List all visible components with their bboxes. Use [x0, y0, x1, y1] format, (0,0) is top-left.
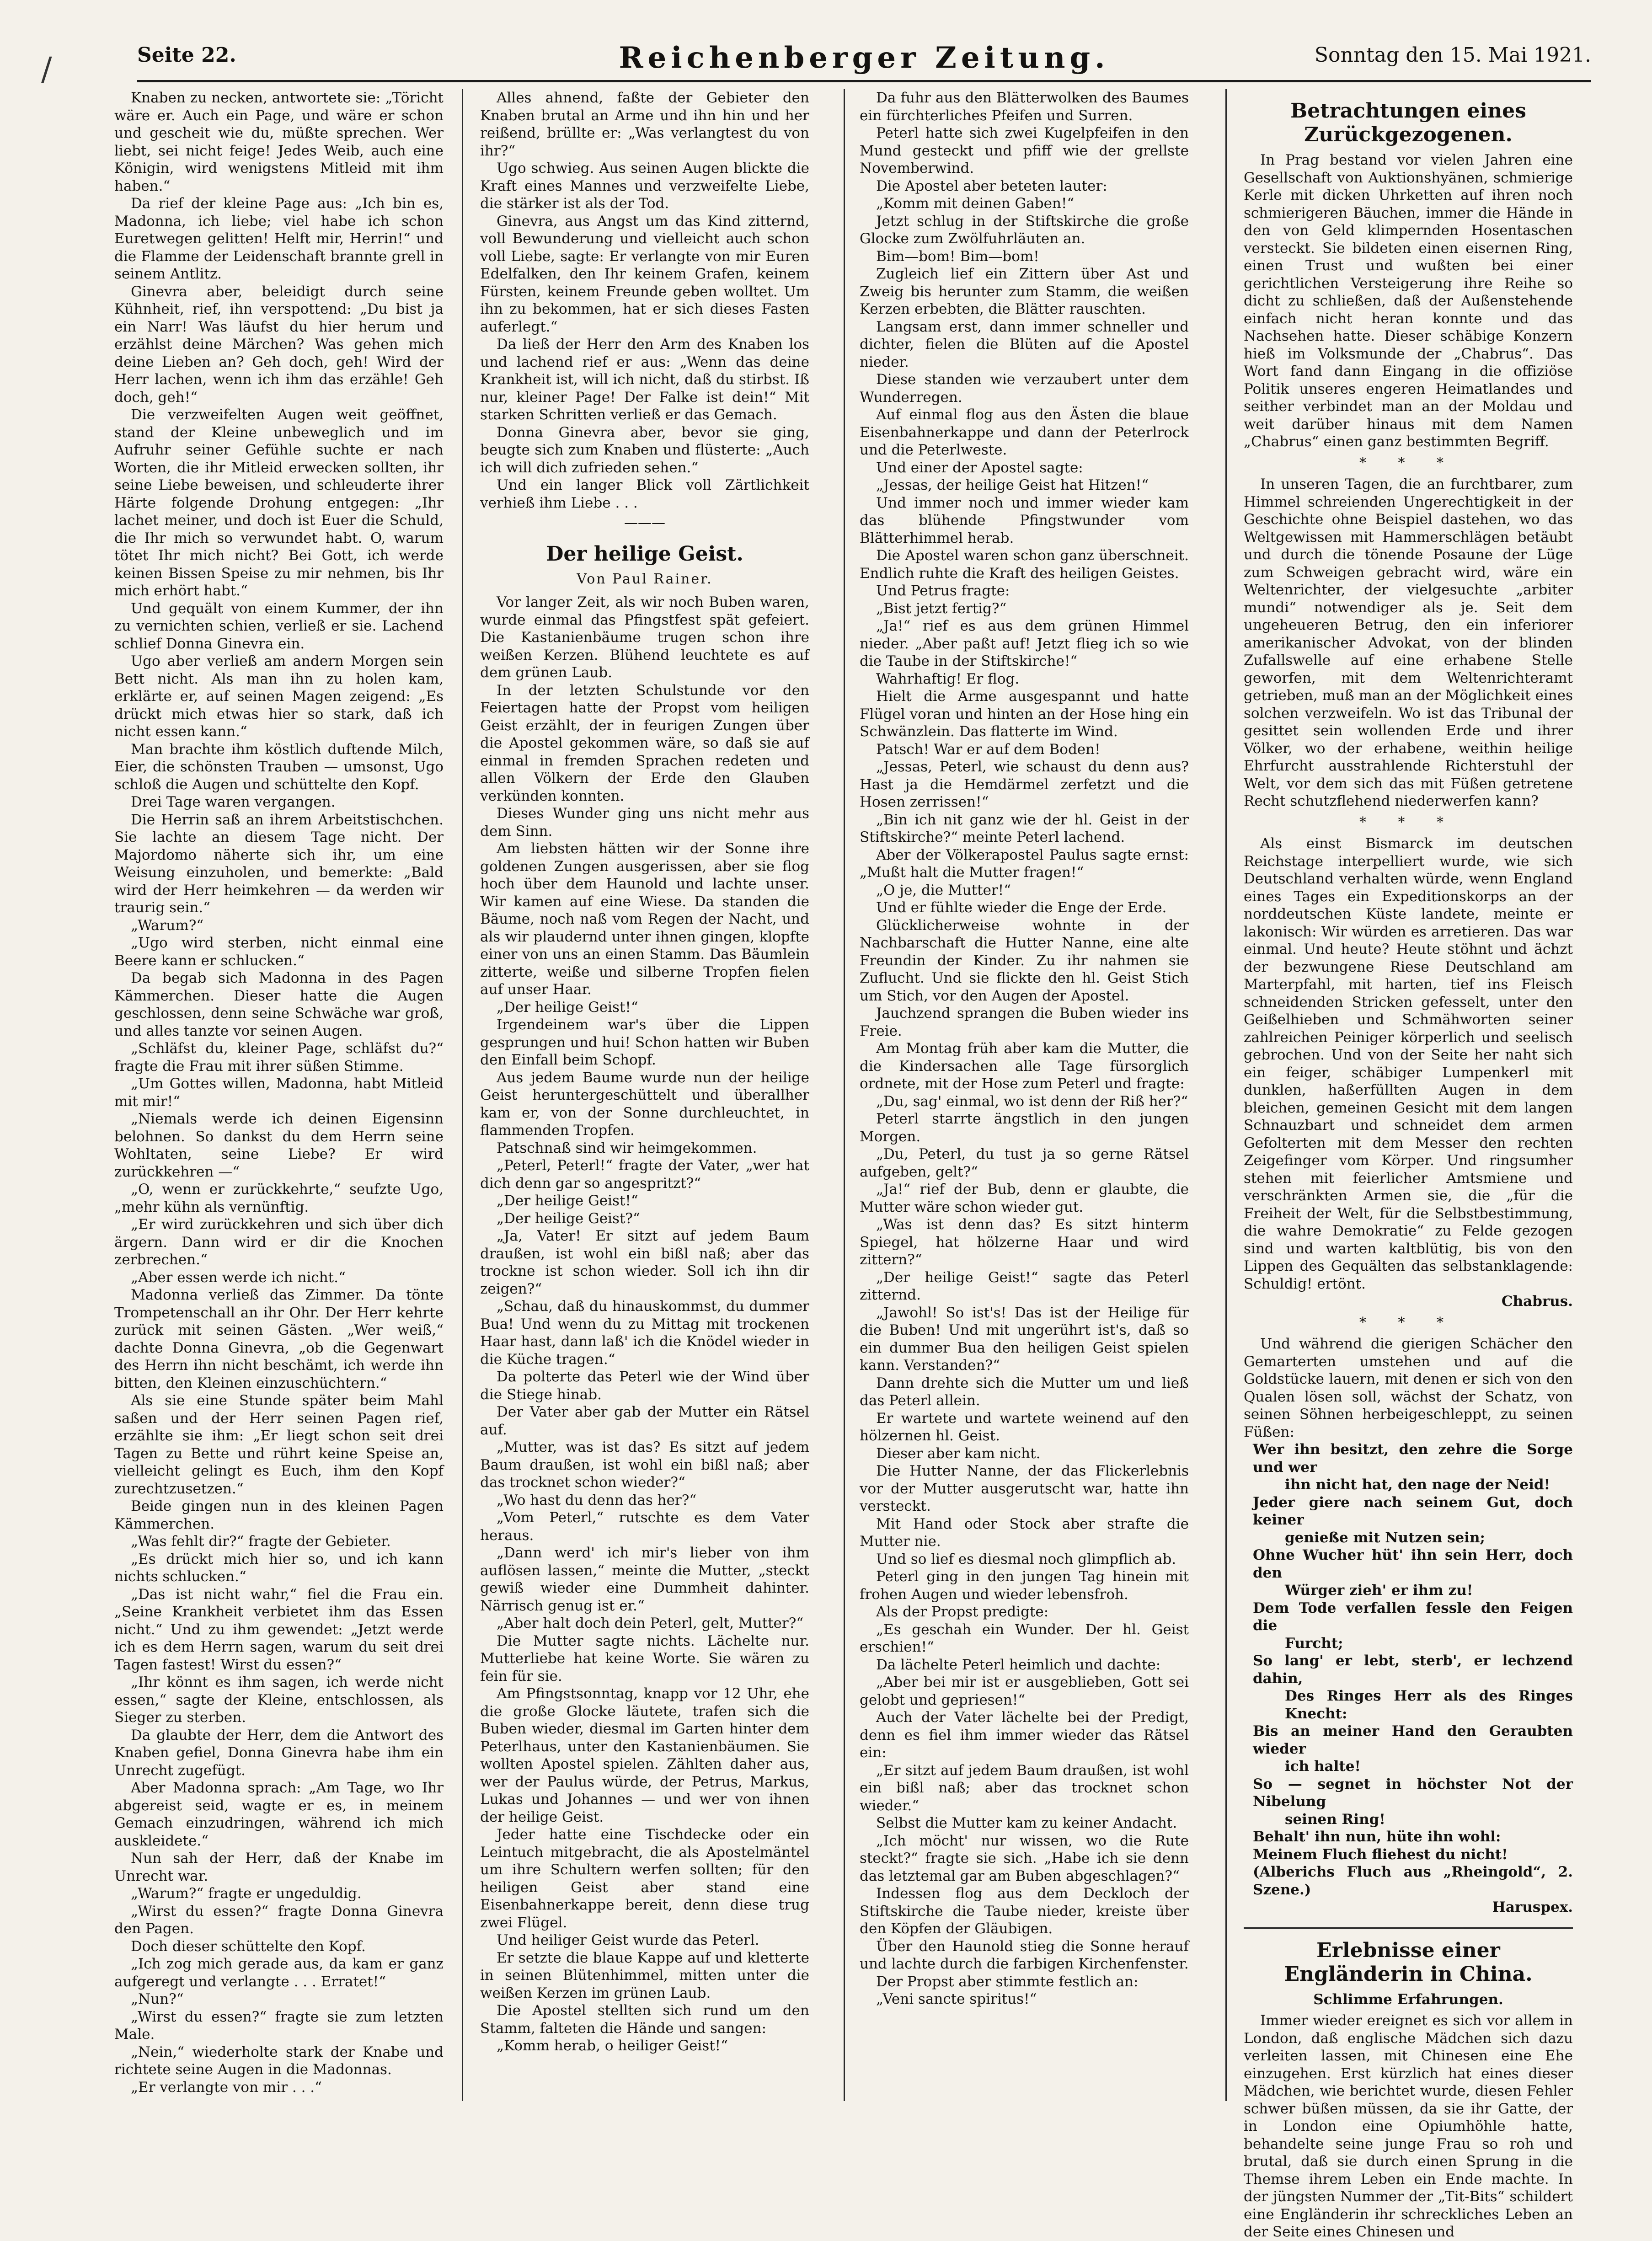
paragraph: Und so lief es diesmal noch glimpflich ab.: [876, 1551, 1176, 1567]
paragraph: Aber der Völkerapostel Paulus sagte ernst: „Mußt halt die Mutter fragen!“: [860, 846, 1189, 881]
paragraph: „Aber halt doch dein Peterl, gelt, Mutter?“: [497, 1615, 804, 1631]
paragraph: „Ich zog mich gerade aus, da kam er ganz aufgeregt und verlangte . . . Erratet!“: [114, 1956, 444, 1990]
paragraph: Alles ahnend, faßte der Gebieter den Knaben brutal an Arme und ihn hin und her reißend, brüllte er: „Was verlangtest du von ihr?“: [480, 90, 809, 159]
paragraph: Auf einmal flog aus den Ästen die blaue Eisenbahnerkappe und dann der Peterlrock und die Peterlweste.: [860, 406, 1189, 458]
verse-line: (Alberichs Fluch aus „Rheingold“, 2. Szene.): [1253, 1864, 1573, 1898]
column-rule: [462, 89, 463, 2101]
paragraph: „Wo hast du denn das her?“: [497, 1492, 697, 1508]
paragraph: Die Apostel aber beteten lauter:: [876, 177, 1107, 194]
paragraph: „Komm mit deinen Gaben!“: [876, 195, 1075, 212]
paragraph: Auch der Vater lächelte bei der Predigt, denn es fiel ihm immer wieder das Rätsel ein:: [860, 1709, 1189, 1761]
paragraph: „Ugo wird sterben, nicht einmal eine Beere kann er schlucken.“: [114, 935, 444, 969]
paragraph: „Der heilige Geist!“: [497, 1193, 638, 1209]
paragraph: Dieser aber kam nicht.: [876, 1445, 1041, 1462]
paragraph: Als der Propst predigte:: [876, 1604, 1049, 1620]
paragraph: Zugleich lief ein Zittern über Ast und Zweig bis herunter zum Stamm, die weißen Kerzen erbebten, die Blätter rauschten.: [860, 266, 1189, 317]
column-2: [480, 89, 809, 2101]
column-4: [1244, 89, 1573, 2240]
paragraph: Da polterte das Peterl wie der Wind über die Stiege hinab.: [480, 1369, 809, 1403]
verse-line: Ohne Wucher hüt' ihn sein Herr, doch den: [1253, 1547, 1573, 1581]
paragraph: „Der heilige Geist!“ sagte das Peterl zitternd.: [860, 1269, 1189, 1303]
paragraph: „Ihr könnt es ihm sagen, ich werde nicht essen,“ sagte der Kleine, entschlossen, als Sieger zu sterben.: [114, 1674, 444, 1726]
paragraph: Aus jedem Baume wurde nun der heilige Geist heruntergeschüttelt und überallher kam er, von der Sonne durchleuchtet, in flammenden Tropfen.: [480, 1069, 809, 1139]
paragraph: „Mutter, was ist das? Es sitzt auf jedem Baum draußen, ist wohl ein bißl naß; aber das trocknet schon wieder?“: [480, 1439, 809, 1491]
paragraph: „Was fehlt dir?“ fragte der Gebieter.: [131, 1533, 391, 1550]
paragraph: Aber Madonna sprach: „Am Tage, wo Ihr abgereist seid, wagte er es, in meinem Gemach einzudringen, während ich mich auskleidete.“: [114, 1780, 444, 1849]
separator-stars: * * *: [1359, 814, 1458, 830]
paragraph: Selbst die Mutter kam zu keiner Andacht.: [876, 1815, 1177, 1831]
paragraph: Die Mutter sagte nichts. Lächelte nur. Mutterliebe hat keine Worte. Sie wären zu fein für sie.: [480, 1632, 809, 1685]
story-title: Der heilige Geist.: [546, 542, 743, 566]
verse-line: So — segnet in höchster Not der Nibelung: [1253, 1776, 1573, 1810]
divider: [1244, 1927, 1573, 1929]
paragraph: Und ein langer Blick voll Zärtlichkeit verhieß ihm Liebe . . .: [480, 477, 809, 511]
paragraph: Drei Tage waren vergangen.: [131, 794, 336, 810]
verse-line: Bis an meiner Hand den Geraubten wieder: [1253, 1723, 1573, 1757]
paragraph: „O, wenn er zurückkehrte,“ seufzte Ugo, „mehr kühn als vernünftig.: [114, 1181, 444, 1215]
verse-line: ich halte!: [1285, 1758, 1361, 1775]
paragraph: Peterl starrte ängstlich in den jungen Morgen.: [860, 1111, 1189, 1145]
verse-line: Meinem Fluch fliehest du nicht!: [1253, 1846, 1508, 1863]
paragraph: „Bist jetzt fertig?“: [876, 600, 1007, 617]
paragraph: Doch dieser schüttelte den Kopf.: [131, 1938, 366, 1955]
paragraph: Indessen flog aus dem Deckloch der Stiftskirche die Taube nieder, kreiste über den Köpfen der Gläubigen.: [860, 1885, 1189, 1937]
paragraph: Der Vater aber gab der Mutter ein Rätsel auf.: [480, 1404, 809, 1438]
paragraph: „Niemals werde ich deinen Eigensinn belohnen. So dankst du dem Herrn seine Wohltaten, seine Liebe? Er wird zurückkehren —“: [114, 1111, 444, 1180]
paragraph: „Ja!“ rief es aus dem grünen Himmel nieder. „Aber paßt auf! Jetzt flieg ich so wie die Taube in der Stiftskirche!“: [860, 618, 1189, 669]
paragraph: „Peterl, Peterl!“ fragte der Vater, „wer hat dich denn gar so angespritzt?“: [480, 1157, 809, 1192]
paragraph: „Dann werd' ich mir's lieber von ihm auflösen lassen,“ meinte die Mutter, „steckt gewiß wieder eine Dummheit dahinter. Närrisch genug ist er.“: [480, 1545, 809, 1614]
paragraph: Und heiliger Geist wurde das Peterl.: [497, 1932, 759, 1948]
paragraph: Und Petrus fragte:: [876, 583, 1010, 599]
paragraph: „Warum?“ fragte er ungeduldig.: [131, 1885, 362, 1902]
paragraph: „Jawohl! So ist's! Das ist der Heilige für die Buben! Und mit ungerührt ist's, daß so ein dummer Bua den heiligen Geist spielen kann. Verstanden?“: [860, 1304, 1189, 1374]
paragraph: Dieses Wunder ging uns nicht mehr aus dem Sinn.: [480, 805, 809, 840]
paragraph: „Um Gottes willen, Madonna, habt Mitleid mit mir!“: [114, 1075, 444, 1110]
paragraph: „Vom Peterl,“ rutschte es dem Vater heraus.: [480, 1509, 809, 1544]
section-title: Betrachtungen eines Zurückgezogenen.: [1290, 99, 1526, 146]
paragraph: „Er sitzt auf jedem Baum draußen, ist wohl ein bißl naß; aber das trocknet schon wieder.“: [860, 1762, 1189, 1814]
paragraph: Hielt die Arme ausgespannt und hatte Flügel voran und hinten an der Hose hing ein Schwänzlein. Das flatterte im Wind.: [860, 688, 1189, 740]
paragraph: „Ich möcht' nur wissen, wo die Rute steckt?“ fragte sie sich. „Habe ich sie denn das letztemal gar am Buben abgeschlagen?“: [860, 1832, 1189, 1884]
issue-date: Sonntag den 15. Mai 1921.: [1314, 43, 1591, 67]
paragraph: Knaben zu necken, antwortete sie: „Töricht wäre er. Auch ein Page, und wäre er schon und gescheit wie du, müßte sprechen. Wer liebt, sei nicht feige! Jedes Weib, auch eine Königin, wird wenigstens Mitleid mit ihm haben.“: [114, 90, 444, 194]
paragraph: Vor langer Zeit, als wir noch Buben waren, wurde einmal das Pfingstfest spät gefeiert. Die Kastanienbäume trugen schon ihre weißen Kerzen. Blühend leuchtete es auf dem grünen Laub.: [480, 594, 809, 681]
separator: ———: [624, 515, 665, 531]
paragraph: Und gequält von einem Kummer, der ihn zu vernichten schien, verließ er sie. Lachend schlief Donna Ginevra ein.: [114, 600, 444, 652]
paragraph: Donna Ginevra aber, bevor sie ging, beugte sich zum Knaben und flüsterte: „Auch ich will dich zufrieden sehen.“: [480, 424, 809, 476]
paragraph: Patschnaß sind wir heimgekommen.: [497, 1139, 757, 1156]
verse-line: Jeder giere nach seinem Gut, doch keiner: [1253, 1494, 1573, 1528]
paragraph: Jauchzend sprangen die Buben wieder ins Freie.: [860, 1005, 1189, 1039]
paragraph: Da ließ der Herr den Arm des Knaben los und lachend rief er aus: „Wenn das deine Krankheit ist, will ich nicht, daß du stirbst. Iß nur, kleiner Page! Der Falke ist dein!“ Mit starken Schritten verließ er das Gemach.: [480, 336, 809, 423]
verse-line: Wer ihn besitzt, den zehre die Sorge und wer: [1253, 1441, 1573, 1476]
paragraph: Und einer der Apostel sagte:: [876, 459, 1083, 476]
paragraph: „Wirst du essen?“ fragte Donna Ginevra den Pagen.: [114, 1903, 444, 1937]
verse-line: Behalt' ihn nun, hüte ihn wohl:: [1253, 1829, 1501, 1845]
paragraph: „Schau, daß du hinauskommst, du dummer Bua! Und wenn du zu Mittag mit trockenen Haar hast, dann laß' ich die Knödel wieder in die Küche tragen.“: [480, 1298, 809, 1368]
paragraph: Immer wieder ereignet es sich vor allem in London, daß englische Mädchen sich dazu verleiten lassen, mit Chinesen eine Ehe einzugehen. Erst kürzlich hat eines dieser Mädchen, wie berichtet wurde, diesen Fehler schwer büßen müssen, da sie ihr Gatte, der in London eine Opiumhöhle hatte, behandelte seine junge Frau so roh und brutal, daß sie durch einen Sprung in die Themse ihrem Leben ein Ende machte. In der jüngsten Nummer der „Tit-Bits“ schildert eine Engländerin ihr schreckliches Leben an der Seite eines Chinesen und: [1244, 2012, 1573, 2240]
paragraph: „Schläfst du, kleiner Page, schläfst du?“ fragte die Frau mit ihrer süßen Stimme.: [114, 1040, 444, 1075]
paragraph: „Das ist nicht wahr,“ fiel die Frau ein. „Seine Krankheit verbietet ihm das Essen nicht.“ Und zu ihm gewendet: „Jetzt werde ich es dem Herrn sagen, warum du seit drei Tagen fastest! Wirst du essen?“: [114, 1586, 444, 1673]
paragraph: Dann drehte sich die Mutter um und ließ das Peterl allein.: [860, 1375, 1189, 1409]
paragraph: Mit Hand oder Stock aber strafte die Mutter nie.: [860, 1515, 1189, 1550]
paragraph: „Du, Peterl, du tust ja so gerne Rätsel aufgeben, gelt?“: [860, 1146, 1189, 1180]
paragraph: Am Montag früh aber kam die Mutter, die die Kindersachen alle Tage fürsorglich ordnete, mit der Hose zum Peterl und fragte:: [860, 1040, 1189, 1092]
verse-line: So lang' er lebt, sterb', er lechzend dahin,: [1253, 1653, 1573, 1687]
paragraph: Über den Haunold stieg die Sonne herauf und lachte durch die farbigen Kirchenfenster.: [860, 1938, 1189, 1972]
paragraph: „Veni sancte spiritus!“: [876, 1991, 1037, 2007]
paragraph: Wahrhaftig! Er flog.: [876, 670, 1020, 687]
verse-line: Des Ringes Herr als des Ringes Knecht:: [1285, 1688, 1573, 1722]
paragraph: Diese standen wie verzaubert unter dem Wunderregen.: [860, 371, 1189, 406]
paragraph: Ginevra aber, beleidigt durch seine Kühnheit, rief, ihn verspottend: „Du bist ja ein Narr! Was läufst du hier herum und erzählst deine Märchen? Was gehen mich deine Lieben an? Geh doch, geh! Wird der Herr lachen, wenn ich ihm das erzähle! Geh doch, geh!“: [114, 283, 444, 406]
paragraph: „Nein,“ wiederholte stark der Knabe und richtete seine Augen in die Madonnas.: [114, 2043, 444, 2078]
page-number: Seite 22.: [137, 43, 236, 67]
paragraph: Madonna verließ das Zimmer. Da tönte Trompetenschall an ihr Ohr. Der Herr kehrte zurück mit seinen Gästen. „Wer weiß,“ dachte Donna Ginevra, „ob die Gegenwart des Herrn ihn nicht beschämt, ich werde ihn bitten, den Kleinen einzuschüchtern.“: [114, 1287, 444, 1391]
column-rule: [844, 89, 845, 2101]
paragraph: Und er fühlte wieder die Enge der Erde.: [876, 899, 1167, 916]
paragraph: Er setzte die blaue Kappe auf und kletterte in seinen Blütenhimmel, mitten unter die weißen Kerzen im grünen Laub.: [480, 1949, 809, 2001]
article-subtitle: Schlimme Erfahrungen.: [1313, 1991, 1503, 2008]
paragraph: Peterl hatte sich zwei Kugelpfeifen in den Mund gesteckt und pfiff wie der grellste Novemberwind.: [860, 125, 1189, 176]
verse-line: ihn nicht hat, den nage der Neid!: [1285, 1476, 1550, 1493]
paragraph: Am Pfingstsonntag, knapp vor 12 Uhr, ehe die große Glocke läutete, trafen sich die Buben wieder, diesmal im Garten hinter dem Peterlhaus, unter den Kastanienbäumen. Sie wollten Apostel spielen. Zählten daher aus, wer der Paulus würde, der Petrus, Markus, Lukas und Johannes — und wer von ihnen der heilige Geist.: [480, 1685, 809, 1825]
paragraph: In unseren Tagen, die an furchtbarer, zum Himmel schreienden Ungerechtigkeit in der Geschichte ohne Beispiel dastehen, wo das Weltgewissen mit Hammerschlägen betäubt und durch die tönende Posaune der Lüge zum Schweigen gebracht wird, wäre ein Weltenrichter, der vielgesuchte „arbiter mundi“ notwendiger als je. Seit dem ungeheueren Betrug, den ein inferiorer amerikanischer Advokat, von der blinden Zufallswelle auf eine erhabene Stelle geworfen, mit dem Weltenrichteramt getrieben, muß man an der Möglichkeit eines solchen verzweifeln. Wo ist das Tribunal der gesittet sein wollenden Erde und ihrer Völker, wo der erhabene, weithin heilige Ehrfurcht ausstrahlende Richterstuhl der Welt, vor dem sich das mit Füßen getretene Recht schutzflehend niederwerfen kann?: [1244, 476, 1573, 809]
column-1: [114, 89, 444, 2101]
paragraph: Glücklicherweise wohnte in der Nachbarschaft die Hutter Nanne, eine alte Freundin der Kinder. Zu ihr nahmen sie Zuflucht. Und sie flickte den hl. Geist Stich um Stich, vor den Augen der Apostel.: [860, 917, 1189, 1004]
paragraph: Da fuhr aus den Blätterwolken des Baumes ein fürchterliches Pfeifen und Surren.: [860, 90, 1189, 124]
paragraph: „Was ist denn das? Es sitzt hinterm Spiegel, hat hölzerne Haar und wird zittern?“: [860, 1216, 1189, 1268]
paragraph: „Er wird zurückkehren und sich über dich ärgern. Dann wird er dir die Knochen zerbrechen.“: [114, 1216, 444, 1268]
signature: Haruspex.: [1492, 1899, 1573, 1915]
paragraph: Man brachte ihm köstlich duftende Milch, Eier, die schönsten Trauben — umsonst, Ugo schloß die Augen und schüttelte den Kopf.: [114, 741, 444, 793]
paragraph: Die Apostel waren schon ganz überschneit. Endlich ruhte die Kraft des heiligen Geistes.: [860, 547, 1189, 582]
paragraph: „Du, sag' einmal, wo ist denn der Riß her?“: [876, 1093, 1188, 1110]
paragraph: Die Hutter Nanne, der das Flickerlebnis vor der Mutter ausgerutscht war, hatte ihn versteckt.: [860, 1463, 1189, 1514]
paragraph: „Jessas, der heilige Geist hat Hitzen!“: [876, 477, 1149, 493]
paragraph: Und während die gierigen Schächer den Gemarterten umstehen und auf die Goldstücke lauern, mit denen er sich von den Qualen lösen soll, wächst der Schatz, von seinen Söhnen herbeigeschleppt, zu seinen Füßen:: [1244, 1336, 1573, 1440]
paragraph: „Jessas, Peterl, wie schaust du denn aus? Hast ja die Hemdärmel zerfetzt und die Hosen zerrissen!“: [860, 759, 1189, 810]
paragraph: Der Propst aber stimmte festlich an:: [876, 1973, 1139, 1990]
column-rule: [1225, 89, 1227, 2101]
paragraph: „Aber bei mir ist er ausgeblieben, Gott sei gelobt und gepriesen!“: [860, 1674, 1189, 1708]
verse-line: Dem Tode verfallen fessle den Feigen die: [1253, 1599, 1573, 1634]
separator-stars: * * *: [1359, 455, 1458, 471]
verse-line: seinen Ring!: [1285, 1811, 1385, 1828]
column-3: [860, 89, 1189, 2101]
paragraph: Patsch! War er auf dem Boden!: [876, 741, 1101, 758]
paragraph: Peterl ging in den jungen Tag hinein mit frohen Augen und wieder lebensfroh.: [860, 1568, 1189, 1603]
newspaper-title: Reichenberger Zeitung.: [619, 41, 1110, 75]
paragraph: Die verzweifelten Augen weit geöffnet, stand der Kleine unbeweglich und im Aufruhr seiner Gefühle suchte er nach Worten, die ihr Mitleid erwecken sollten, ihr seine Liebe beweisen, und schleuderte ihrer Härte folgende Drohung entgegen: „Ihr lachet meiner, und doch ist Euer die Schuld, die Ihr mich so verwundet habt. O, warum tötet Ihr mich nicht? Bei Gott, ich werde keinen Bissen Speise zu mir nehmen, bis Ihr mich erhört habt.“: [114, 406, 444, 599]
paragraph: Nun sah der Herr, daß der Knabe im Unrecht war.: [114, 1850, 444, 1884]
margin-mark: /: [41, 50, 52, 88]
paragraph: Da glaubte der Herr, dem die Antwort des Knaben gefiel, Donna Ginevra habe ihm ein Unrecht zugefügt.: [114, 1727, 444, 1779]
paragraph: „Wirst du essen?“ fragte sie zum letzten Male.: [114, 2008, 444, 2043]
paragraph: Am liebsten hätten wir der Sonne ihre goldenen Zungen ausgerissen, aber sie flog hoch über dem Haunold und lachte unser. Wir kamen auf eine Wiese. Da standen die Bäume, noch naß vom Regen der Nacht, und als wir plaudernd unter ihnen gingen, klopfte einer von uns an einen Stamm. Das Bäumlein zitterte, weiße und silberne Tropfen fielen auf unser Haar.: [480, 840, 809, 998]
paragraph: Die Herrin saß an ihrem Arbeitstischchen. Sie lachte an diesem Tage nicht. Der Majordomo näherte sich ihr, um eine Weisung einzuholen, und bemerkte: „Bald wird der Herr heimkehren — da werden wir traurig sein.“: [114, 811, 444, 916]
paragraph: Irgendeinem war's über die Lippen gesprungen und hui! Schon hatten wir Buben den Einfall beim Schopf.: [480, 1016, 809, 1068]
paragraph: „Nun?“: [131, 1991, 184, 2007]
paragraph: Bim—bom! Bim—bom!: [876, 248, 1039, 265]
paragraph: In der letzten Schulstunde vor den Feiertagen hatte der Propst vom heiligen Geist erzählt, der in feurigen Zungen über die Apostel gekommen wäre, so daß sie auf einmal in fremden Sprachen redeten und allen Völkern der Erde den Glauben verkünden konnten.: [480, 682, 809, 804]
paragraph: Die Apostel stellten sich rund um den Stamm, falteten die Hände und sangen:: [480, 2002, 809, 2037]
paragraph: Als sie eine Stunde später beim Mahl saßen und der Herr seinen Pagen rief, erzählte sie ihm: „Er liegt schon seit drei Tagen zu Bette und rührt keine Speise an, vielleicht gelingt es Euch, ihm den Kopf zurechtzusetzen.“: [114, 1392, 444, 1497]
paragraph: Ugo schwieg. Aus seinen Augen blickte die Kraft eines Mannes und verzweifelte Liebe, die stärker ist als der Tod.: [480, 160, 809, 212]
paragraph: Und immer noch und immer wieder kam das blühende Pfingstwunder vom Blätterhimmel herab.: [860, 494, 1189, 546]
verse-line: Würger zieh' er ihm zu!: [1285, 1582, 1473, 1599]
paragraph: „Er verlangte von mir . . .“: [131, 2079, 322, 2096]
paragraph: Als einst Bismarck im deutschen Reichstage interpelliert wurde, wie sich Deutschland verhalten würde, wenn England eines Tages ein Expeditionskorps an der norddeutschen Küste landete, meinte er lakonisch: Wir würden es arretieren. Das war einmal. Und heute? Heute stöhnt und ächzt der bezwungene Riese Deutschland am Marterpfahl, mit harten, tief ins Fleisch schneidenden Stricken gefesselt, unter den Geißelhieben und Schmähworten seiner zahlreichen Peiniger körperlich und seelisch gebrochen. Und von der Seite her naht sich ein feiger, schäbiger Lumpenkerl mit dunklen, haßerfüllten Augen in dem bleichen, gemeinen Gesicht mit dem langen Schnauzbart und schneidet dem armen Gefolterten mit dem Messer den rechten Zeigefinger vom Körper. Und ringsumher stehen mit feierlicher Amtsmiene und verschränkten Armen sie, die „für die Freiheit der Welt, für die Selbstbestimmung, die wahre Demokratie“ zu Felde gezogen sind und warten kaltblütig, bis von den Lippen des Gequälten das selbstanklagende: Schuldig! ertönt.: [1244, 835, 1573, 1292]
paragraph: „Der heilige Geist!“: [497, 999, 638, 1016]
paragraph: Beide gingen nun in des kleinen Pagen Kämmerchen.: [114, 1498, 444, 1532]
paragraph: Da rief der kleine Page aus: „Ich bin es, Madonna, ich liebe; viel habe ich schon Euretwegen gelitten! Helft mir, Herrin!“ und die Flamme der Leidenschaft brannte grell in seinem Antlitz.: [114, 195, 444, 282]
verse-line: Furcht;: [1285, 1635, 1343, 1652]
article-title: Erlebnisse einer Engländerin in China.: [1284, 1938, 1533, 1986]
paragraph: „Es drückt mich hier so, und ich kann nichts schlucken.“: [114, 1551, 444, 1585]
paragraph: Langsam erst, dann immer schneller und dichter, fielen die Blüten auf die Apostel nieder.: [860, 318, 1189, 370]
paragraph: „Aber essen werde ich nicht.“: [131, 1269, 346, 1286]
story-byline: Von Paul Rainer.: [577, 571, 713, 587]
paragraph: Er wartete und wartete weinend auf den hölzernen hl. Geist.: [860, 1410, 1189, 1444]
signature: Chabrus.: [1501, 1293, 1573, 1310]
paragraph: Ginevra, aus Angst um das Kind zitternd, voll Bewunderung und vielleicht auch schon voll Liebe, sagte: Er verlangte von mir Euren Edelfalken, den Ihr keinem Grafen, keinem Fürsten, keinem Freunde geben wolltet. Um ihn zu bekommen, hat er sich dieses Fasten auferlegt.“: [480, 213, 809, 335]
paragraph: „Komm herab, o heiliger Geist!“: [497, 2038, 728, 2054]
paragraph: „O je, die Mutter!“: [876, 882, 1011, 899]
paragraph: Da lächelte Peterl heimlich und dachte:: [876, 1656, 1161, 1673]
separator-stars: * * *: [1359, 1314, 1458, 1331]
verse-line: genieße mit Nutzen sein;: [1285, 1529, 1485, 1546]
paragraph: „Ja!“ rief der Bub, denn er glaubte, die Mutter wäre schon wieder gut.: [860, 1181, 1189, 1215]
paragraph: Da begab sich Madonna in des Pagen Kämmerchen. Dieser hatte die Augen geschlossen, denn seine Schwäche war groß, und alles tanzte vor seinen Augen.: [114, 970, 444, 1039]
paragraph: In Prag bestand vor vielen Jahren eine Gesellschaft von Auktionshyänen, schmierige Kerle mit dicken Uhrketten auf ihren noch schmierigeren Bäuchen, immer die Hände in den von Geld klimpernden Hosentaschen versteckt. Sie bildeten einen eisernen Ring, einen Trust und wußten bei einer gerichtlichen Versteigerung ihre Reihe so dicht zu schließen, daß der Außenstehende einfach nicht heran konnte und das Nachsehen hatte. Dieser schäbige Konzern hieß im Volksmunde der „Chabrus“. Das Wort fand dann Eingang in die offiziöse Politik unseres engeren Heimatlandes und seither verbindet man an der Moldau und weit darüber hinaus mit dem Namen „Chabrus“ einen ganz bestimmten Begriff.: [1244, 152, 1573, 450]
paragraph: „Der heilige Geist?“: [497, 1210, 640, 1227]
paragraph: Ugo aber verließ am andern Morgen sein Bett nicht. Als man ihn zu holen kam, erklärte er, auf seinen Magen zeigend: „Es drückt mich etwas hier so stark, daß ich nicht essen kann.“: [114, 653, 444, 740]
paragraph: „Bin ich nit ganz wie der hl. Geist in der Stiftskirche?“ meinte Peterl lachend.: [860, 811, 1189, 845]
paragraph: Jetzt schlug in der Stiftskirche die große Glocke zum Zwölfuhrläuten an.: [860, 213, 1189, 247]
paragraph: „Es geschah ein Wunder. Der hl. Geist erschien!“: [860, 1621, 1189, 1655]
paragraph: „Ja, Vater! Er sitzt auf jedem Baum draußen, ist wohl ein bißl naß; aber das trockne ist schon wieder. Soll ich ihn dir zeigen?“: [480, 1228, 809, 1297]
paragraph: „Warum?“: [131, 917, 204, 934]
paragraph: Jeder hatte eine Tischdecke oder ein Leintuch mitgebracht, die als Apostelmäntel um ihre Schultern werfen sollten; für den heiligen Geist aber stand eine Eisenbahnerkappe bereit, denn diese trug zwei Flügel.: [480, 1826, 809, 1931]
page-header: [137, 39, 1591, 82]
